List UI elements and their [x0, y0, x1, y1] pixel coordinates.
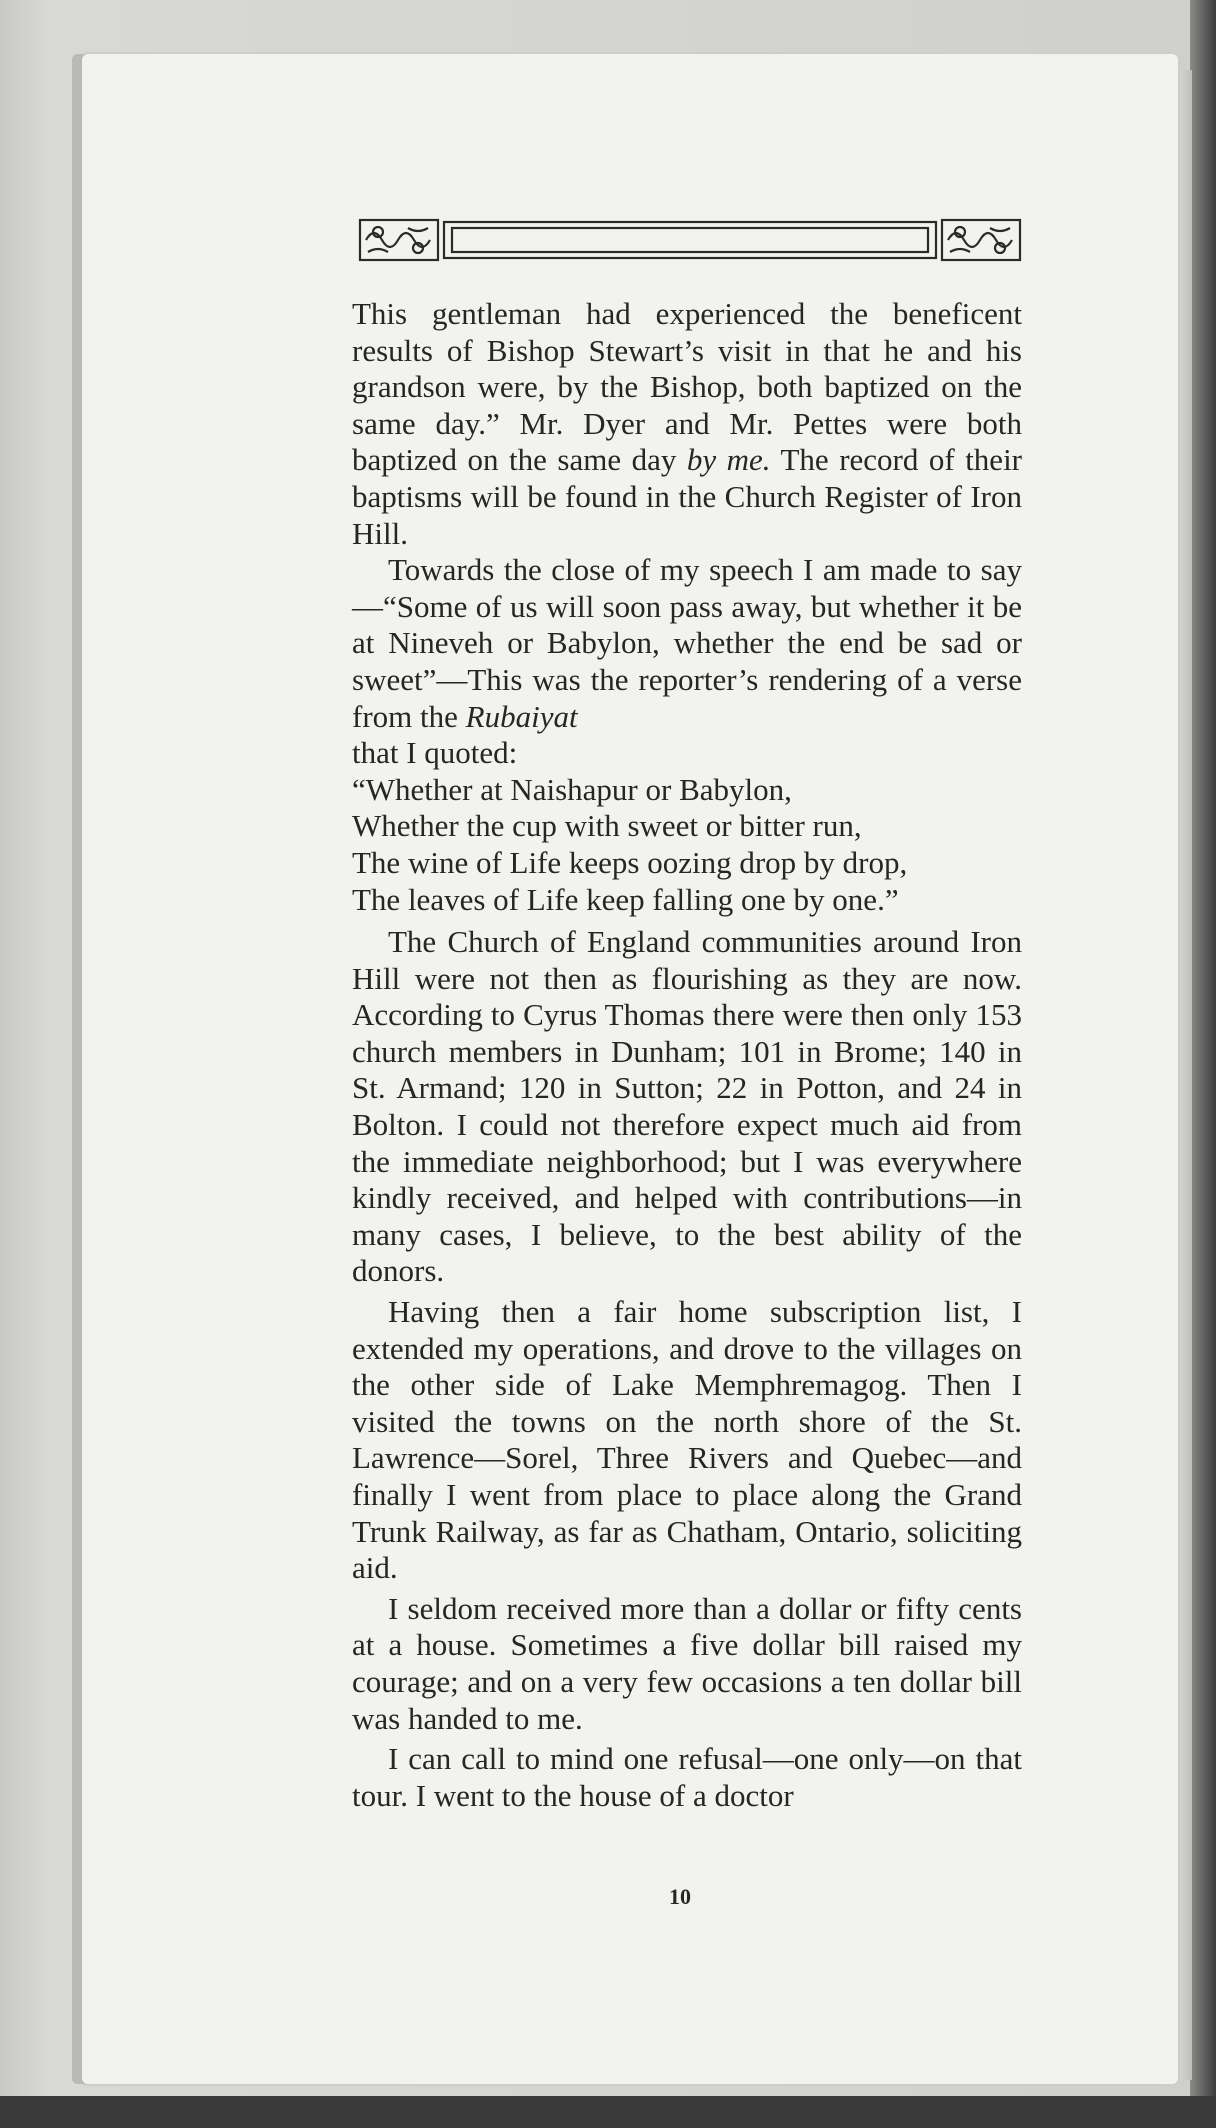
scan-edge-right [1190, 0, 1216, 2128]
verse-line-2: Whether the cup with sweet or bitter run, [352, 808, 862, 844]
verse-line-1: “Whether at Naishapur or Babylon, [352, 771, 792, 807]
italic-by-me: by me. [686, 442, 771, 478]
paragraph-1-tail: The record of their baptisms will be found in the Church Register of Iron Hill. [352, 442, 1023, 551]
page-number: 10 [669, 1884, 691, 1909]
page-body-text [352, 296, 1022, 1814]
verse-line-3: The wine of Life keeps oozing drop by drop, [352, 844, 908, 880]
paragraph-3: The Church of England communities around Iron Hill were not then as flourishing as they are now. According to Cyrus Thomas there were then only 153 church members in Dunham; 101 in Brome; 140 in St. Armand; 120 in Sutton; 22 in Potton, and 24 in Bolton. I could not therefore expect much aid from the immediate neighborhood; but I was everywhere kindly received, and helped with contributions—in many cases, I believe, to the best ability of the donors. [352, 924, 1022, 1289]
verse-line-4: The leaves of Life keep falling one by one.” [352, 881, 899, 917]
paragraph-2-tail: that I quoted: [352, 735, 518, 771]
paragraph-4: Having then a fair home subscription list, I extended my operations, and drove to the villages on the other side of Lake Memphremagog. Then I visited the towns on the north shore of the St. Lawrence—Sorel, Three Rivers and Quebec—and finally I went from place to place along the Grand Trunk Railway, as far as Chatham, Ontario, soliciting aid. [352, 1294, 1022, 1586]
scan-edge-bottom [0, 2096, 1216, 2128]
paragraph-1-text: This gentleman had experienced the beneficent results of Bishop Stewart’s visit in that he and his grandson were, by the Bishop, both baptized on the same day.” Mr. Dyer and Mr. Pettes were both baptized on the same day [352, 296, 1022, 478]
paragraph-2-text: Towards the close of my speech I am made to say—“Some of us will soon pass away, but whether it be at Nineveh or Babylon, whether the end be sad or sweet”—This was the reporter’s rendering of a verse from the [352, 552, 1022, 734]
header-ornament [358, 216, 1022, 266]
italic-rubaiyat: Rubaiyat [465, 698, 578, 734]
paragraph-6: I can call to mind one refusal—one only—on that tour. I went to the house of a doctor [352, 1741, 1022, 1813]
paragraph-1 [352, 296, 1022, 552]
paragraph-2 [352, 552, 1022, 772]
paragraph-5: I seldom received more than a dollar or fifty cents at a house. Sometimes a five dollar bill raised my courage; and on a very few occasions a ten dollar bill was handed to me. [352, 1590, 1022, 1736]
